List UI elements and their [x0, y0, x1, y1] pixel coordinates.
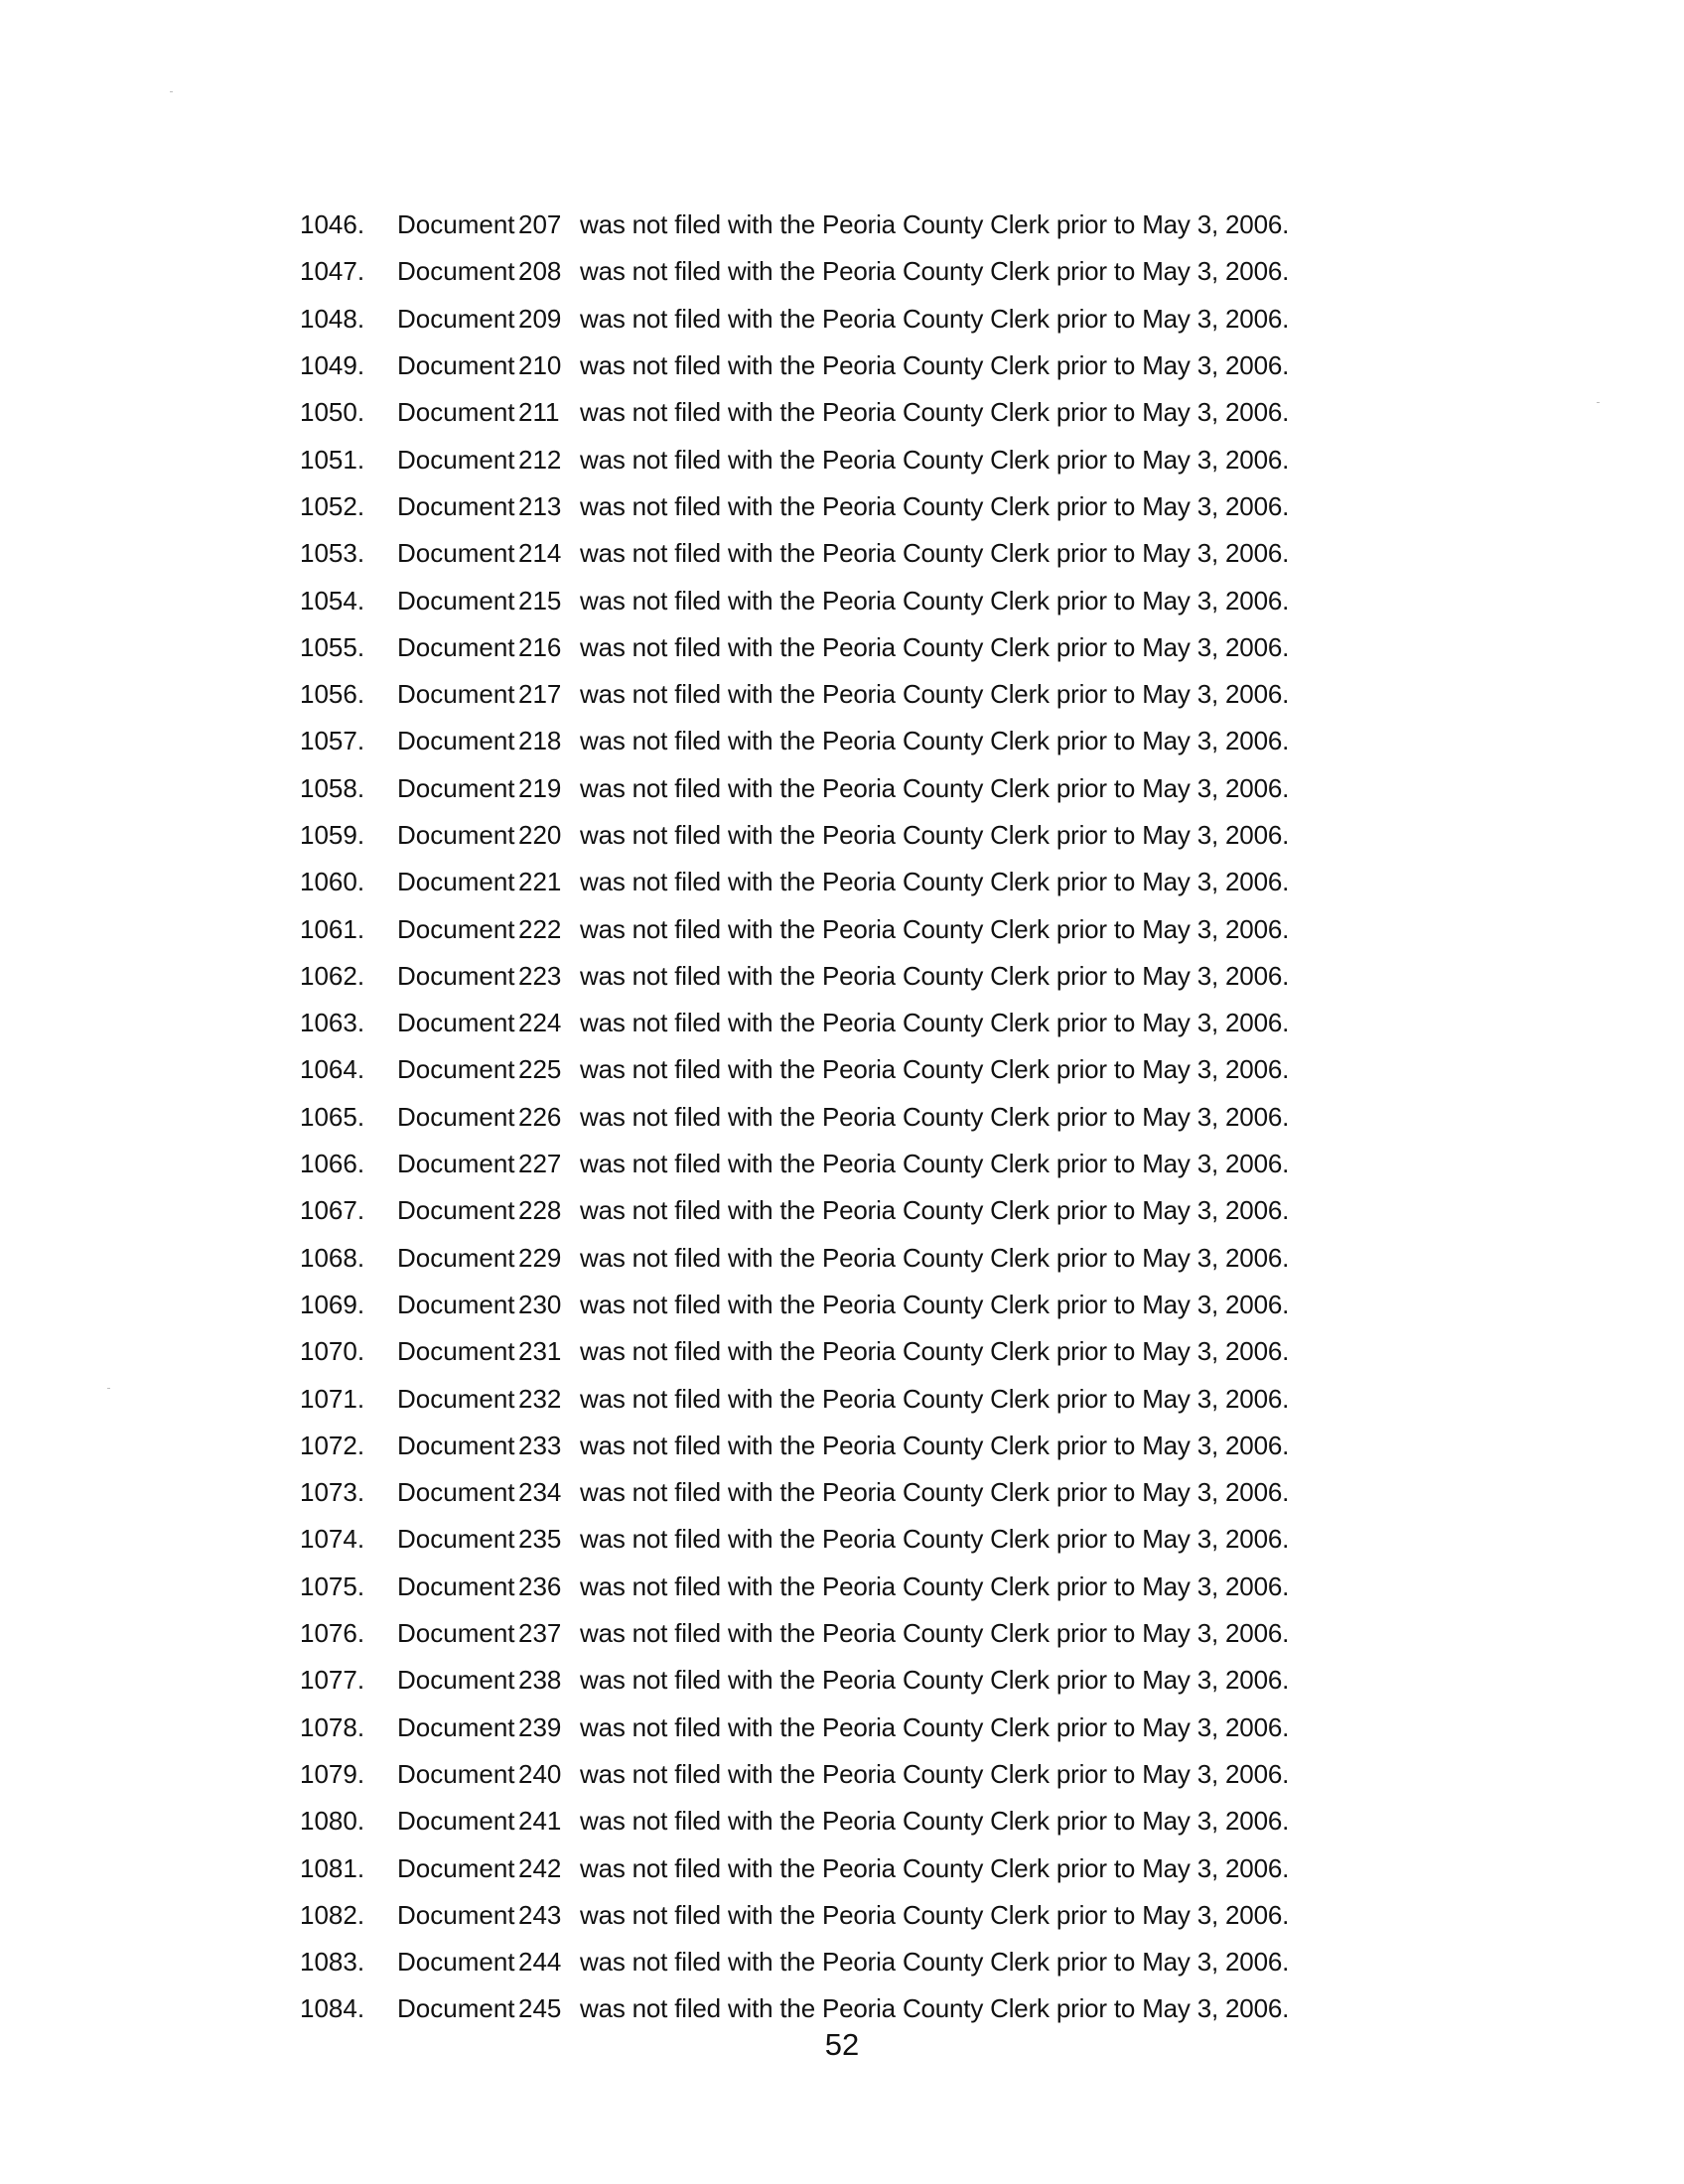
document-label: Document — [397, 1101, 515, 1132]
document-number: 243 — [518, 1899, 562, 1930]
document-number: 244 — [518, 1947, 562, 1978]
statement-text: was not filed with the Peoria County Clerk prior to May 3, 2006. — [580, 960, 1290, 991]
document-number: 215 — [518, 585, 562, 615]
statement-row — [300, 1046, 1392, 1093]
statement-number: 1062. — [300, 960, 365, 991]
statement-row — [300, 389, 1392, 436]
statement-text: was not filed with the Peoria County Clerk prior to May 3, 2006. — [580, 1195, 1290, 1226]
statement-text: was not filed with the Peoria County Clerk prior to May 3, 2006. — [580, 209, 1290, 240]
statement-row — [300, 905, 1392, 952]
document-label: Document — [397, 1195, 515, 1226]
numbered-statements-list — [300, 202, 1392, 2033]
document-label: Document — [397, 913, 515, 944]
statement-text: was not filed with the Peoria County Clerk prior to May 3, 2006. — [580, 256, 1290, 287]
statement-number: 1055. — [300, 631, 365, 662]
document-number: 231 — [518, 1336, 562, 1367]
statement-number: 1080. — [300, 1806, 365, 1837]
document-label: Document — [397, 726, 515, 756]
document-number: 211 — [518, 397, 560, 428]
statement-number: 1070. — [300, 1336, 365, 1367]
statement-row — [300, 765, 1392, 812]
scan-speck — [107, 1388, 110, 1389]
document-label: Document — [397, 1899, 515, 1930]
statement-number: 1048. — [300, 303, 365, 334]
document-label: Document — [397, 1993, 515, 2024]
document-label: Document — [397, 1665, 515, 1696]
document-number: 229 — [518, 1242, 562, 1273]
statement-number: 1061. — [300, 913, 365, 944]
statement-number: 1052. — [300, 490, 365, 521]
document-label: Document — [397, 1149, 515, 1179]
document-number: 237 — [518, 1618, 562, 1649]
document-number: 218 — [518, 726, 562, 756]
statement-row — [300, 436, 1392, 482]
document-number: 220 — [518, 820, 562, 850]
document-number: 221 — [518, 867, 562, 897]
statement-row — [300, 953, 1392, 1000]
statement-text: was not filed with the Peoria County Clerk prior to May 3, 2006. — [580, 1054, 1290, 1085]
document-number: 228 — [518, 1195, 562, 1226]
statement-number: 1079. — [300, 1758, 365, 1789]
statement-row — [300, 483, 1392, 530]
statement-number: 1066. — [300, 1149, 365, 1179]
statement-text: was not filed with the Peoria County Clerk prior to May 3, 2006. — [580, 1570, 1290, 1601]
statement-text: was not filed with the Peoria County Clerk prior to May 3, 2006. — [580, 538, 1290, 569]
statement-row — [300, 671, 1392, 718]
statement-row — [300, 1469, 1392, 1516]
statement-number: 1076. — [300, 1618, 365, 1649]
statement-number: 1078. — [300, 1711, 365, 1742]
statement-row — [300, 1705, 1392, 1751]
statement-row — [300, 1423, 1392, 1469]
document-label: Document — [397, 444, 515, 475]
statement-number: 1049. — [300, 350, 365, 381]
statement-text: was not filed with the Peoria County Clerk prior to May 3, 2006. — [580, 1383, 1290, 1414]
statement-number: 1050. — [300, 397, 365, 428]
document-label: Document — [397, 256, 515, 287]
statement-row — [300, 530, 1392, 577]
statement-number: 1068. — [300, 1242, 365, 1273]
statement-row — [300, 248, 1392, 295]
statement-row — [300, 812, 1392, 859]
statement-text: was not filed with the Peoria County Clerk prior to May 3, 2006. — [580, 397, 1290, 428]
statement-number: 1077. — [300, 1665, 365, 1696]
document-number: 224 — [518, 1008, 562, 1038]
scan-speck — [1597, 402, 1600, 403]
statement-text: was not filed with the Peoria County Clerk prior to May 3, 2006. — [580, 1852, 1290, 1883]
document-label: Document — [397, 350, 515, 381]
statement-text: was not filed with the Peoria County Clerk prior to May 3, 2006. — [580, 1665, 1290, 1696]
statement-text: was not filed with the Peoria County Clerk prior to May 3, 2006. — [580, 585, 1290, 615]
statement-number: 1053. — [300, 538, 365, 569]
document-label: Document — [397, 1711, 515, 1742]
document-label: Document — [397, 538, 515, 569]
statement-number: 1060. — [300, 867, 365, 897]
document-number: 226 — [518, 1101, 562, 1132]
document-label: Document — [397, 960, 515, 991]
statement-row — [300, 342, 1392, 389]
statement-text: was not filed with the Peoria County Clerk prior to May 3, 2006. — [580, 1524, 1290, 1555]
statement-row — [300, 296, 1392, 342]
document-number: 225 — [518, 1054, 562, 1085]
document-number: 239 — [518, 1711, 562, 1742]
statement-number: 1082. — [300, 1899, 365, 1930]
document-number: 223 — [518, 960, 562, 991]
statement-text: was not filed with the Peoria County Clerk prior to May 3, 2006. — [580, 1899, 1290, 1930]
statement-number: 1075. — [300, 1570, 365, 1601]
statement-row — [300, 1282, 1392, 1328]
document-number: 241 — [518, 1806, 562, 1837]
statement-text: was not filed with the Peoria County Clerk prior to May 3, 2006. — [580, 1758, 1290, 1789]
document-number: 240 — [518, 1758, 562, 1789]
statement-number: 1083. — [300, 1947, 365, 1978]
document-number: 214 — [518, 538, 562, 569]
statement-text: was not filed with the Peoria County Clerk prior to May 3, 2006. — [580, 913, 1290, 944]
statement-number: 1065. — [300, 1101, 365, 1132]
statement-number: 1051. — [300, 444, 365, 475]
document-label: Document — [397, 1336, 515, 1367]
document-label: Document — [397, 1852, 515, 1883]
document-number: 219 — [518, 772, 562, 803]
statement-text: was not filed with the Peoria County Clerk prior to May 3, 2006. — [580, 1618, 1290, 1649]
statement-row — [300, 1939, 1392, 1985]
statement-text: was not filed with the Peoria County Clerk prior to May 3, 2006. — [580, 1477, 1290, 1508]
statement-row — [300, 718, 1392, 764]
statement-number: 1074. — [300, 1524, 365, 1555]
document-label: Document — [397, 1947, 515, 1978]
statement-text: was not filed with the Peoria County Clerk prior to May 3, 2006. — [580, 772, 1290, 803]
document-label: Document — [397, 490, 515, 521]
document-label: Document — [397, 679, 515, 710]
statement-text: was not filed with the Peoria County Clerk prior to May 3, 2006. — [580, 820, 1290, 850]
statement-row — [300, 1375, 1392, 1422]
statement-text: was not filed with the Peoria County Clerk prior to May 3, 2006. — [580, 679, 1290, 710]
document-label: Document — [397, 303, 515, 334]
statement-row — [300, 1235, 1392, 1282]
document-label: Document — [397, 1008, 515, 1038]
statement-row — [300, 1657, 1392, 1704]
statement-text: was not filed with the Peoria County Clerk prior to May 3, 2006. — [580, 1993, 1290, 2024]
document-label: Document — [397, 397, 515, 428]
statement-text: was not filed with the Peoria County Clerk prior to May 3, 2006. — [580, 1711, 1290, 1742]
statement-text: was not filed with the Peoria County Clerk prior to May 3, 2006. — [580, 1336, 1290, 1367]
document-label: Document — [397, 1524, 515, 1555]
statement-text: was not filed with the Peoria County Clerk prior to May 3, 2006. — [580, 1101, 1290, 1132]
document-number: 235 — [518, 1524, 562, 1555]
document-number: 233 — [518, 1430, 562, 1460]
document-label: Document — [397, 1430, 515, 1460]
document-number: 222 — [518, 913, 562, 944]
document-number: 227 — [518, 1149, 562, 1179]
statement-row — [300, 1000, 1392, 1046]
document-number: 216 — [518, 631, 562, 662]
statement-row — [300, 1844, 1392, 1891]
statement-text: was not filed with the Peoria County Clerk prior to May 3, 2006. — [580, 1149, 1290, 1179]
document-label: Document — [397, 209, 515, 240]
statement-number: 1063. — [300, 1008, 365, 1038]
statement-row — [300, 1985, 1392, 2032]
scan-speck — [170, 91, 173, 92]
statement-number: 1081. — [300, 1852, 365, 1883]
statement-text: was not filed with the Peoria County Clerk prior to May 3, 2006. — [580, 303, 1290, 334]
document-number: 217 — [518, 679, 562, 710]
statement-row — [300, 1564, 1392, 1610]
statement-text: was not filed with the Peoria County Clerk prior to May 3, 2006. — [580, 867, 1290, 897]
page-number: 52 — [824, 2027, 860, 2062]
document-label: Document — [397, 772, 515, 803]
statement-number: 1056. — [300, 679, 365, 710]
statement-row — [300, 1798, 1392, 1844]
document-number: 232 — [518, 1383, 562, 1414]
statement-text: was not filed with the Peoria County Clerk prior to May 3, 2006. — [580, 350, 1290, 381]
statement-row — [300, 1751, 1392, 1798]
document-label: Document — [397, 820, 515, 850]
statement-number: 1047. — [300, 256, 365, 287]
statement-text: was not filed with the Peoria County Clerk prior to May 3, 2006. — [580, 726, 1290, 756]
statement-row — [300, 859, 1392, 905]
document-number: 208 — [518, 256, 562, 287]
statement-number: 1059. — [300, 820, 365, 850]
statement-number: 1058. — [300, 772, 365, 803]
statement-text: was not filed with the Peoria County Clerk prior to May 3, 2006. — [580, 1947, 1290, 1978]
document-label: Document — [397, 585, 515, 615]
statement-number: 1073. — [300, 1477, 365, 1508]
document-number: 238 — [518, 1665, 562, 1696]
document-number: 236 — [518, 1570, 562, 1601]
document-label: Document — [397, 1806, 515, 1837]
statement-row — [300, 577, 1392, 623]
document-label: Document — [397, 1758, 515, 1789]
statement-row — [300, 1516, 1392, 1563]
document-label: Document — [397, 1289, 515, 1319]
statement-row — [300, 1141, 1392, 1187]
statement-number: 1064. — [300, 1054, 365, 1085]
statement-text: was not filed with the Peoria County Clerk prior to May 3, 2006. — [580, 1242, 1290, 1273]
statement-row — [300, 1187, 1392, 1234]
document-number: 209 — [518, 303, 562, 334]
document-label: Document — [397, 867, 515, 897]
statement-number: 1046. — [300, 209, 365, 240]
statement-number: 1071. — [300, 1383, 365, 1414]
statement-text: was not filed with the Peoria County Clerk prior to May 3, 2006. — [580, 1008, 1290, 1038]
document-number: 234 — [518, 1477, 562, 1508]
statement-row — [300, 1892, 1392, 1939]
statement-text: was not filed with the Peoria County Clerk prior to May 3, 2006. — [580, 490, 1290, 521]
document-label: Document — [397, 631, 515, 662]
statement-number: 1072. — [300, 1430, 365, 1460]
document-label: Document — [397, 1570, 515, 1601]
document-number: 213 — [518, 490, 562, 521]
statement-text: was not filed with the Peoria County Clerk prior to May 3, 2006. — [580, 1806, 1290, 1837]
document-number: 212 — [518, 444, 562, 475]
document-number: 242 — [518, 1852, 562, 1883]
document-number: 210 — [518, 350, 562, 381]
statement-text: was not filed with the Peoria County Clerk prior to May 3, 2006. — [580, 1289, 1290, 1319]
document-label: Document — [397, 1242, 515, 1273]
statement-number: 1054. — [300, 585, 365, 615]
statement-text: was not filed with the Peoria County Clerk prior to May 3, 2006. — [580, 631, 1290, 662]
document-number: 207 — [518, 209, 562, 240]
statement-row — [300, 624, 1392, 671]
statement-row — [300, 1610, 1392, 1657]
statement-row — [300, 1328, 1392, 1375]
document-number: 230 — [518, 1289, 562, 1319]
statement-text: was not filed with the Peoria County Clerk prior to May 3, 2006. — [580, 1430, 1290, 1460]
statement-text: was not filed with the Peoria County Clerk prior to May 3, 2006. — [580, 444, 1290, 475]
statement-number: 1069. — [300, 1289, 365, 1319]
statement-number: 1084. — [300, 1993, 365, 2024]
document-number: 245 — [518, 1993, 562, 2024]
document-label: Document — [397, 1618, 515, 1649]
statement-number: 1067. — [300, 1195, 365, 1226]
document-label: Document — [397, 1383, 515, 1414]
statement-row — [300, 202, 1392, 248]
document-label: Document — [397, 1477, 515, 1508]
statement-row — [300, 1094, 1392, 1141]
statement-number: 1057. — [300, 726, 365, 756]
document-label: Document — [397, 1054, 515, 1085]
